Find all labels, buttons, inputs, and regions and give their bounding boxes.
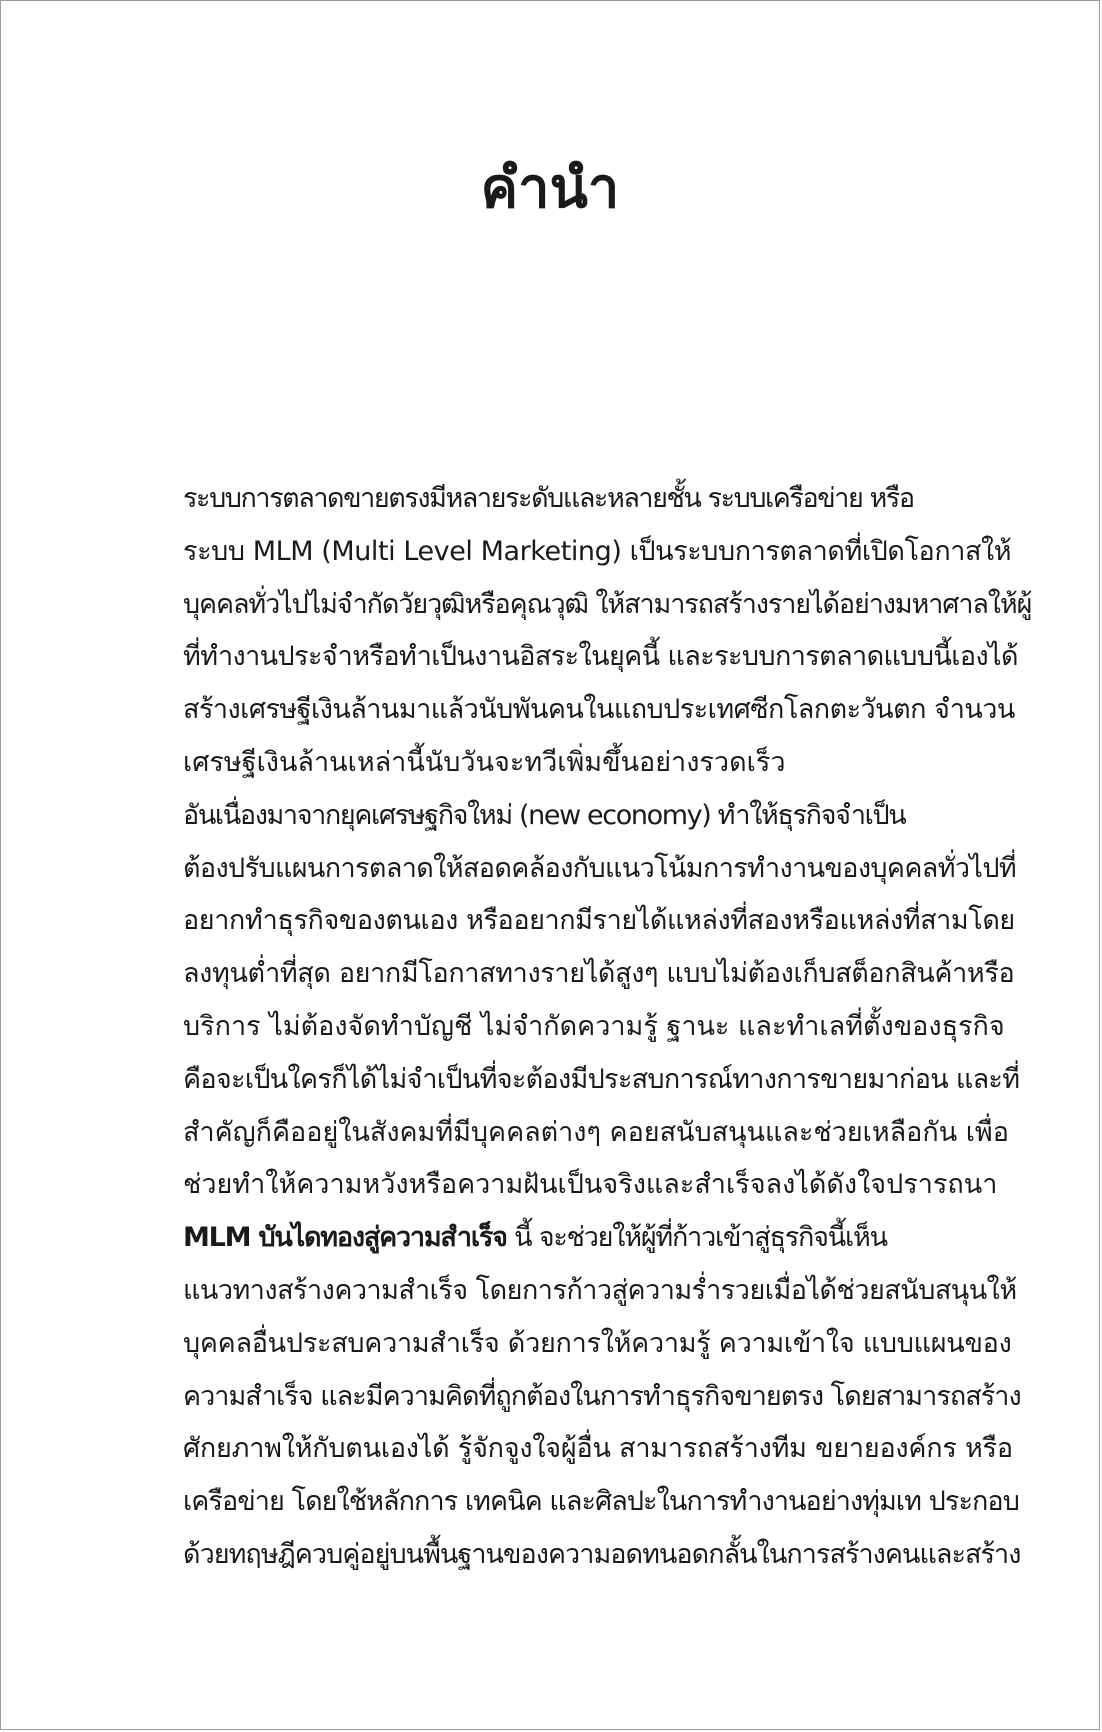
text-line: บุคคลอื่นประสบความสำเร็จ ด้วยการให้ความรู้ ความเข้าใจ แบบแผนของ: [183, 1327, 1012, 1359]
page-title: คำนำ: [480, 156, 620, 221]
text-line: ช่วยทำให้ความหวังหรือความฝันเป็นจริงและสำเร็จลงได้ดังใจปรารถนา: [183, 1169, 998, 1201]
text-run: นี้ จะช่วยให้ผู้ที่ก้าวเข้าสู่ธุรกิจนี้เห็น: [506, 1222, 887, 1254]
text-line: บริการ ไม่ต้องจัดทำบัญชี ไม่จำกัดความรู้ ฐานะ และทำเลที่ตั้งของธุรกิจ: [183, 1010, 1005, 1042]
text-line: เศรษฐีเงินล้านเหล่านี้นับวันจะทวีเพิ่มขึ้นอย่างรวดเร็ว: [183, 746, 786, 778]
text-line: [99, 1212, 1009, 1265]
text-line: อันเนื่องมาจากยุคเศรษฐกิจใหม่ (new economy) ทำให้ธุรกิจจำเป็น: [183, 799, 906, 831]
paragraph-3: [99, 1212, 1021, 1582]
text-line: แนวทางสร้างความสำเร็จ โดยการก้าวสู่ความร่ำรวยเมื่อได้ช่วยสนับสนุนให้: [183, 1274, 1017, 1306]
text-line: คือจะเป็นใครก็ได้ไม่จำเป็นที่จะต้องมีประสบการณ์ทางการขายมาก่อน และที่: [183, 1063, 1020, 1095]
text-line: เครือข่าย โดยใช้หลักการ เทคนิค และศิลปะในการทำงานอย่างทุ่มเท ประกอบ: [183, 1486, 1019, 1518]
text-line: บุคคลทั่วไปไม่จำกัดวัยวุฒิหรือคุณวุฒิ ให้สามารถสร้างรายได้อย่างมหาศาลให้ผู้: [183, 588, 1032, 620]
text-line: สำคัญก็คืออยู่ในสังคมที่มีบุคคลต่างๆ คอยสนับสนุนและช่วยเหลือกัน เพื่อ: [183, 1116, 1009, 1148]
text-line: สร้างเศรษฐีเงินล้านมาแล้วนับพันคนในแถบประเทศซีกโลกตะวันตก จำนวน: [183, 694, 1015, 726]
paragraph-1: [99, 473, 1032, 790]
text-line: ลงทุนต่ำที่สุด อยากมีโอกาสทางรายได้สูงๆ แบบไม่ต้องเก็บสต็อกสินค้าหรือ: [183, 958, 1015, 990]
book-title-emphasis: MLM บันไดทองสู่ความสำเร็จ: [183, 1222, 507, 1254]
text-line: อยากทำธุรกิจของตนเอง หรืออยากมีรายได้แหล่งที่สองหรือแหล่งที่สามโดย: [183, 905, 1015, 937]
text-line: ระบบการตลาดขายตรงมีหลายระดับและหลายชั้น ระบบเครือข่าย หรือ: [183, 483, 914, 514]
text-line: ศักยภาพให้กับตนเองได้ รู้จักจูงใจผู้อื่น สามารถสร้างทีม ขยายองค์กร หรือ: [183, 1433, 1013, 1465]
text-line: ที่ทำงานประจำหรือทำเป็นงานอิสระในยุคนี้ และระบบการตลาดแบบนี้เองได้: [183, 641, 1018, 673]
text-line: ความสำเร็จ และมีความคิดที่ถูกต้องในการทำธุรกิจขายตรง โดยสามารถสร้าง: [183, 1380, 1021, 1412]
preface-body: [99, 473, 1032, 1582]
text-line: ด้วยทฤษฎีควบคู่อยู่บนพื้นฐานของความอดทนอดกลั้นในการสร้างคนและสร้าง: [183, 1538, 1021, 1570]
paragraph-2: [99, 790, 1020, 1212]
text-line: ต้องปรับแผนการตลาดให้สอดคล้องกับแนวโน้มการทำงานของบุคคลทั่วไปที่: [183, 852, 1017, 884]
text-line: ระบบ MLM (Multi Level Marketing) เป็นระบบการตลาดที่เปิดโอกาสให้: [183, 535, 1012, 567]
